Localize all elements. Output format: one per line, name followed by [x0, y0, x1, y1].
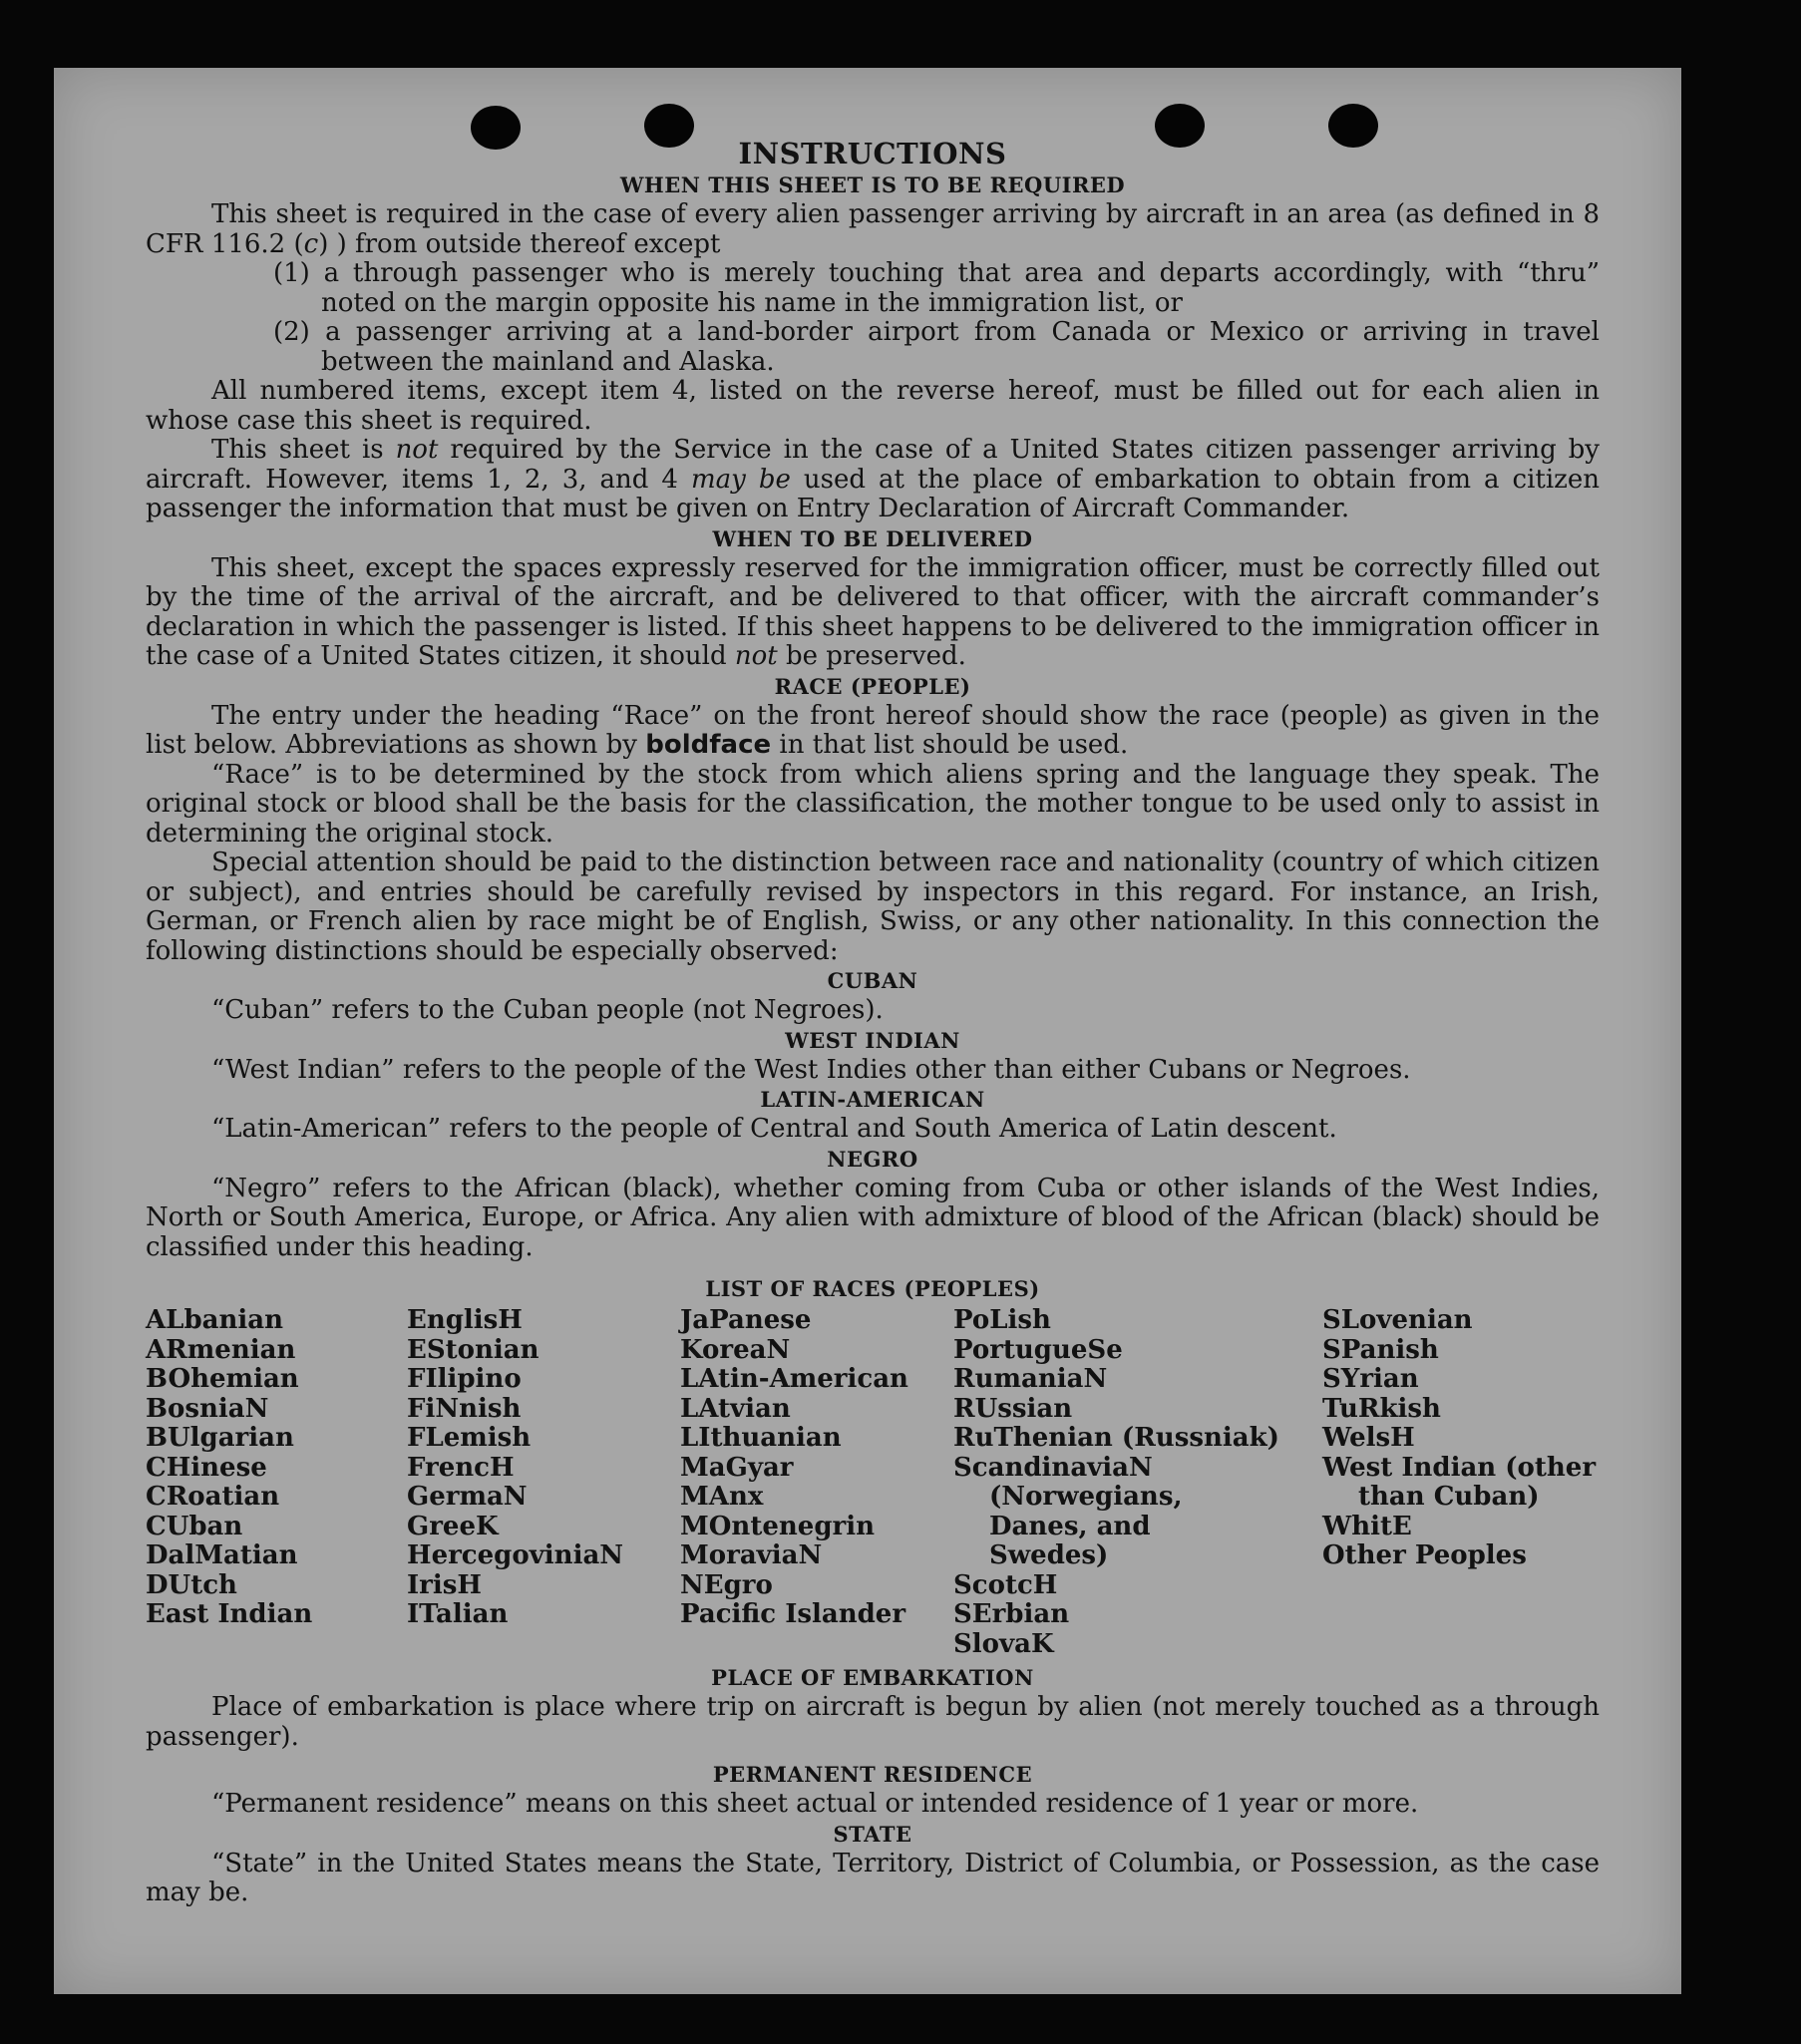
heading-negro: NEGRO: [827, 1146, 918, 1172]
race-item: BOhemian: [146, 1364, 299, 1394]
race-item: PoLish: [953, 1305, 1051, 1335]
race-item: SlovaK: [953, 1628, 1054, 1659]
race-item: LIthuanian: [680, 1423, 842, 1453]
race-item: FrencH: [407, 1452, 515, 1483]
race-item: RuThenian (Russniak): [953, 1423, 1279, 1453]
paragraph: “Latin-American” refers to the people of Central and South America of Latin descent.: [211, 1114, 1337, 1144]
race-item: TuRkish: [1322, 1393, 1441, 1424]
race-item: West Indian (other than Cuban): [1322, 1452, 1597, 1512]
heading-when-required: WHEN THIS SHEET IS TO BE REQUIRED: [619, 172, 1126, 197]
race-item: NEgro: [680, 1569, 773, 1600]
race-item: IrisH: [407, 1569, 482, 1600]
race-item: EStonian: [407, 1334, 540, 1365]
race-item: JaPanese: [680, 1305, 812, 1335]
heading-embarkation: PLACE OF EMBARKATION: [711, 1665, 1034, 1690]
race-list: [146, 1306, 1600, 1659]
race-item: BosniaN: [146, 1393, 269, 1424]
paragraph: Place of embarkation is place where trip on aircraft is begun by alien (not merely touched as a through passenger).: [146, 1692, 1600, 1752]
race-item: SErbian: [953, 1599, 1070, 1629]
race-item: RumaniaN: [953, 1364, 1108, 1394]
race-item: LAtin-American: [680, 1364, 908, 1394]
race-item: LAtvian: [680, 1393, 791, 1424]
race-item: ALbanian: [146, 1305, 284, 1335]
paragraph: The entry under the heading “Race” on the front hereof should show the race (people) as given in the list below. Abbreviations as shown by boldface in that list should be used.: [146, 700, 1600, 760]
heading-state: STATE: [833, 1821, 912, 1847]
race-item: MOntenegrin: [680, 1511, 875, 1541]
race-item: WelsH: [1322, 1423, 1415, 1453]
race-item: MAnx: [680, 1482, 764, 1512]
paragraph: This sheet is not required by the Service in the case of a United States citizen passenger arriving by aircraft. However, items 1, 2, 3, and 4 may be used at the place of embarkation to obtain from a citizen passenger the information that must be given on Entry Declaration of Aircraft Commander.: [146, 435, 1601, 523]
race-item: MoraviaN: [680, 1540, 823, 1570]
race-item: ScotcH: [953, 1569, 1058, 1600]
paragraph: “State” in the United States means the State, Territory, District of Columbia, or Possession, as the case may be.: [146, 1848, 1600, 1907]
race-item: East Indian: [146, 1599, 313, 1629]
heading-when-delivered: WHEN TO BE DELIVERED: [712, 525, 1033, 551]
race-item: KoreaN: [680, 1334, 791, 1365]
heading-race: RACE (PEOPLE): [774, 673, 971, 699]
race-item: CUban: [146, 1511, 243, 1541]
paragraph: This sheet, except the spaces expressly reserved for the immigration officer, must be correctly filled out by the time of the arrival of the aircraft, and be delivered to that officer, with the aircraft commander’s declaration in which the passenger is listed. If this sheet happens to be delivered to the immigration officer in the case of a United States citizen, it should not be preserved.: [146, 552, 1600, 671]
race-column: [407, 1306, 680, 1659]
race-item: FiNnish: [407, 1393, 522, 1424]
race-item: PortugueSe: [953, 1334, 1123, 1365]
instructions-content: [146, 138, 1600, 1908]
race-item: ScandinaviaN (Norwegians, Danes, and Swedes): [953, 1452, 1183, 1570]
paragraph: This sheet is required in the case of every alien passenger arriving by aircraft in an area (as defined in 8 CFR 116.2 (c) ) from outside thereof except: [146, 199, 1600, 259]
race-item: ARmenian: [146, 1334, 296, 1365]
race-item: HercegoviniaN: [407, 1540, 624, 1570]
race-item: FIlipino: [407, 1364, 522, 1394]
race-item: Pacific Islander: [680, 1599, 906, 1629]
race-item: SYrian: [1322, 1364, 1419, 1394]
page-title: INSTRUCTIONS: [738, 137, 1007, 170]
race-item: BUlgarian: [146, 1423, 294, 1453]
race-column: [1322, 1306, 1600, 1659]
race-item: ITalian: [407, 1599, 509, 1629]
race-item: GreeK: [407, 1511, 499, 1541]
heading-latin-american: LATIN-AMERICAN: [760, 1087, 985, 1112]
race-item: DalMatian: [146, 1540, 298, 1570]
race-item: MaGyar: [680, 1452, 794, 1483]
race-item: SLovenian: [1322, 1305, 1473, 1335]
race-item: WhitE: [1322, 1511, 1412, 1541]
race-item: RUssian: [953, 1393, 1073, 1424]
list-item: (2) a passenger arriving at a land-border airport from Canada or Mexico or arriving in travel between the mainland and Alaska.: [273, 317, 1600, 377]
race-column: [146, 1306, 407, 1659]
heading-west-indian: WEST INDIAN: [785, 1027, 960, 1053]
race-item: EnglisH: [407, 1305, 523, 1335]
race-item: GermaN: [407, 1482, 528, 1512]
race-item: CRoatian: [146, 1482, 280, 1512]
race-column: [953, 1305, 1279, 1659]
race-item: Other Peoples: [1322, 1540, 1527, 1570]
list-item: (1) a through passenger who is merely touching that area and departs accordingly, with “thru” noted on the margin opposite his name in the immigration list, or: [273, 258, 1600, 318]
race-column: [680, 1306, 953, 1659]
race-item: DUtch: [146, 1569, 237, 1600]
paragraph: “Permanent residence” means on this sheet actual or intended residence of 1 year or more.: [211, 1789, 1419, 1819]
paragraph: “West Indian” refers to the people of the West Indies other than either Cubans or Negroes.: [211, 1054, 1411, 1085]
paragraph: “Cuban” refers to the Cuban people (not Negroes).: [211, 995, 884, 1025]
race-item: FLemish: [407, 1423, 532, 1453]
paragraph: All numbered items, except item 4, listed on the reverse hereof, must be filled out for each alien in whose case this sheet is required.: [146, 376, 1600, 436]
race-item: CHinese: [146, 1452, 267, 1483]
race-item: SPanish: [1322, 1334, 1439, 1365]
paragraph: Special attention should be paid to the distinction between race and nationality (country of which citizen or subject), and entries should be carefully revised by inspectors in this regard. For instance, an Irish, German, or French alien by race might be of English, Swiss, or any other nationality. In this connection the following distinctions should be especially observed:: [146, 848, 1600, 966]
paragraph: “Race” is to be determined by the stock from which aliens spring and the language they speak. The original stock or blood shall be the basis for the classification, the mother tongue to be used only to assist in determining the original stock.: [146, 759, 1600, 849]
heading-list-of-races: LIST OF RACES (PEOPLES): [705, 1276, 1040, 1301]
heading-cuban: CUBAN: [827, 968, 918, 993]
paragraph: “Negro” refers to the African (black), whether coming from Cuba or other islands of the West Indies, North or South America, Europe, or Africa. Any alien with admixture of blood of the African (black) should be classified under this heading.: [146, 1173, 1600, 1262]
heading-permanent-residence: PERMANENT RESIDENCE: [712, 1762, 1033, 1787]
